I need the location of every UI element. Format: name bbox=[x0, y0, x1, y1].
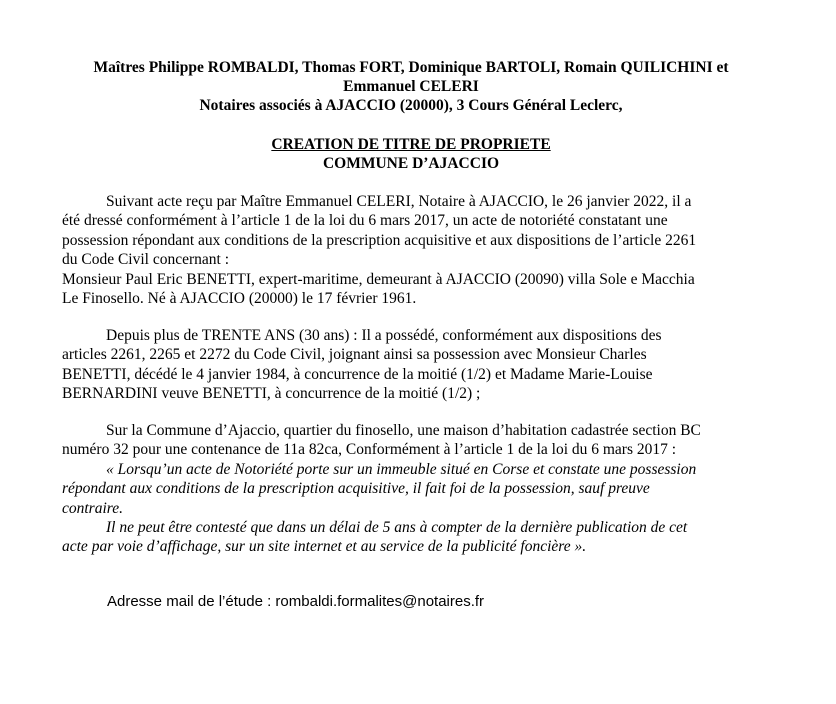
quote-line: acte par voie d’affichage, sur un site internet et au service de la publicité foncière ». bbox=[62, 538, 587, 556]
paragraph-line: possession répondant aux conditions de la prescription acquisitive et aux dispositions de l’article 2261 bbox=[62, 231, 697, 249]
paragraph-line: numéro 32 pour une contenance de 11a 82ca, Conformément à l’article 1 de la loi du 6 mars 2017 : bbox=[62, 441, 677, 459]
paragraph-line: été dressé conformément à l’article 1 de la loi du 6 mars 2017, un acte de notoriété constatant une bbox=[62, 212, 668, 230]
paragraph-acte bbox=[62, 192, 762, 308]
office-email-line: Adresse mail de l’étude : rombaldi.formalites@notaires.fr bbox=[107, 593, 485, 610]
paragraph-line: BERNARDINI veuve BENETTI, à concurrence de la moitié (1/2) ; bbox=[62, 385, 481, 403]
quote-line: répondant aux conditions de la prescription acquisitive, il fait foi de la possession, sauf preuve bbox=[62, 480, 650, 498]
paragraph-line: Suivant acte reçu par Maître Emmanuel CELERI, Notaire à AJACCIO, le 26 janvier 2022, il a bbox=[106, 193, 692, 210]
paragraph-line: BENETTI, décédé le 4 janvier 1984, à concurrence de la moitié (1/2) et Madame Marie-Louise bbox=[62, 365, 653, 383]
paragraph-line: Le Finosello. Né à AJACCIO (20000) le 17 février 1961. bbox=[62, 290, 417, 308]
header-line-2: Emmanuel CELERI bbox=[343, 78, 479, 95]
quote-line: Il ne peut être contesté que dans un délai de 5 ans à compter de la dernière publication de cet bbox=[106, 519, 688, 537]
paragraph-line: du Code Civil concernant : bbox=[62, 251, 230, 269]
quote-line: « Lorsqu’un acte de Notoriété porte sur un immeuble situé en Corse et constate une possession bbox=[106, 460, 697, 478]
quote-line: contraire. bbox=[62, 499, 123, 517]
header-line-1: Maîtres Philippe ROMBALDI, Thomas FORT, Dominique BARTOLI, Romain QUILICHINI et bbox=[93, 59, 729, 76]
document-title: CREATION DE TITRE DE PROPRIETE bbox=[271, 136, 551, 153]
paragraph-possession bbox=[62, 326, 762, 404]
paragraph-line: Monsieur Paul Eric BENETTI, expert-maritime, demeurant à AJACCIO (20090) villa Sole e Macchia bbox=[62, 270, 695, 288]
notaries-header bbox=[40, 58, 782, 115]
paragraph-line: Depuis plus de TRENTE ANS (30 ans) : Il a possédé, conformément aux dispositions des bbox=[106, 327, 662, 344]
document-titles bbox=[40, 135, 782, 173]
document-subtitle: COMMUNE D’AJACCIO bbox=[322, 155, 500, 172]
paragraph-line: articles 2261, 2265 et 2272 du Code Civil, joignant ainsi sa possession avec Monsieur Charles bbox=[62, 346, 647, 364]
paragraph-line: Sur la Commune d’Ajaccio, quartier du finosello, une maison d’habitation cadastrée section BC bbox=[106, 422, 701, 439]
paragraph-commune bbox=[62, 421, 762, 557]
header-line-3: Notaires associés à AJACCIO (20000), 3 Cours Général Leclerc, bbox=[199, 97, 623, 114]
